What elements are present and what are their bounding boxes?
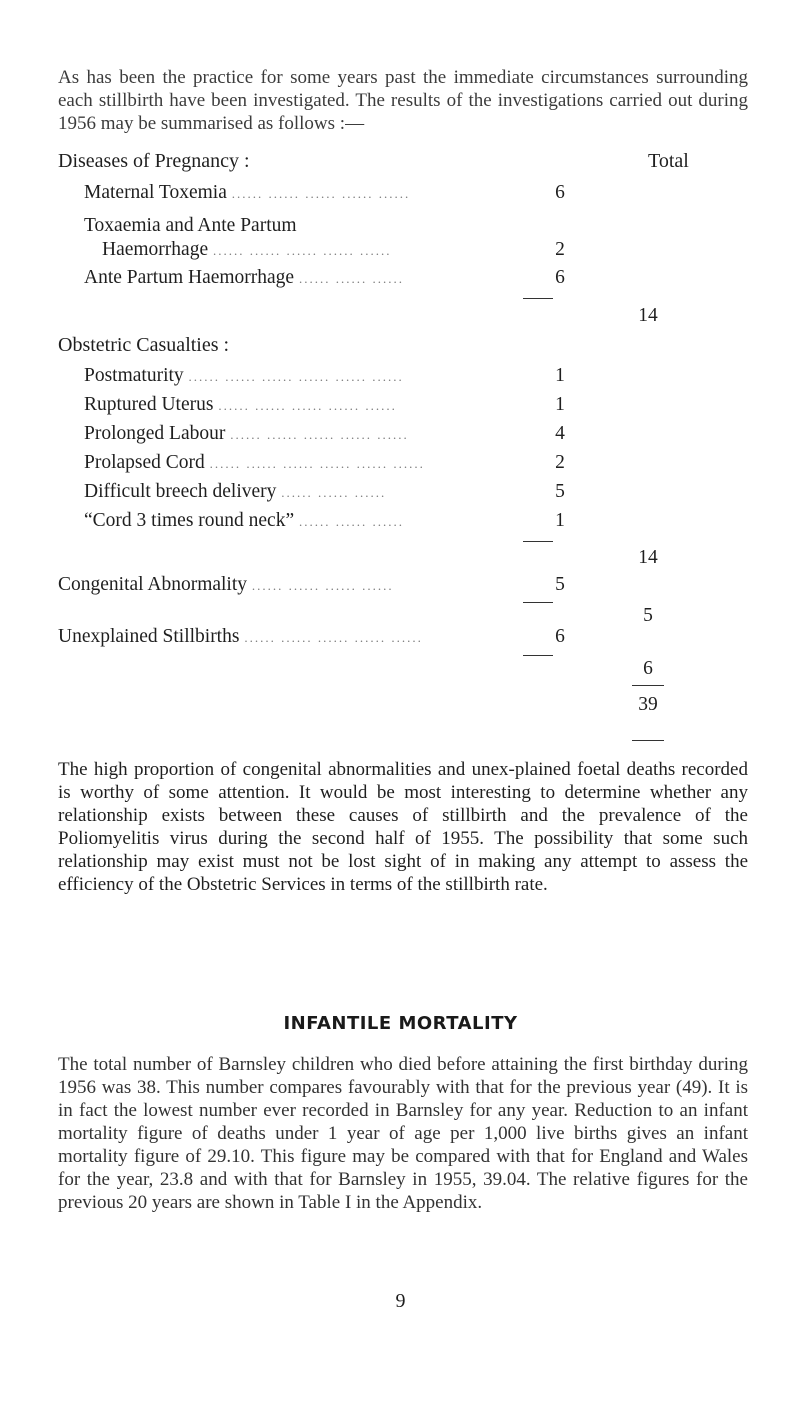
row-label: Ruptured Uterus <box>84 394 214 415</box>
row-label: “Cord 3 times round neck” <box>84 510 295 531</box>
row-label: Congenital Abnormality <box>58 574 248 595</box>
row-label: Ante Partum Haemorrhage <box>84 267 295 288</box>
row-label-continued: Haemorrhage <box>102 239 209 260</box>
subtotal-rule <box>523 655 553 656</box>
section-heading: INFANTILE MORTALITY <box>283 1013 518 1034</box>
row-value: 6 <box>555 182 565 203</box>
subtotal-rule <box>523 298 553 299</box>
row-value: 1 <box>555 365 565 386</box>
subtotal-rule <box>523 541 553 542</box>
row-value: 5 <box>555 574 565 595</box>
unexplained-total: 6 <box>643 658 653 679</box>
row-label: Unexplained Stillbirths <box>58 626 240 647</box>
intro-paragraph: As has been the practice for some years past the immediate circumstances surrounding each stillbirth have been investigated. The results of the investigations carried out during 1956 may be summarised as follows :— <box>58 67 748 134</box>
subtotal-rule <box>523 602 553 603</box>
diseases-heading: Diseases of Pregnancy : <box>58 150 250 172</box>
row-value: 4 <box>555 423 565 444</box>
row-label: Postmaturity <box>84 365 184 386</box>
page-number: 9 <box>395 1290 406 1312</box>
row-label: Prolapsed Cord <box>84 452 205 473</box>
total-column-header: Total <box>648 150 689 172</box>
grand-total: 39 <box>638 694 658 715</box>
row-label: Difficult breech delivery <box>84 481 277 502</box>
row-label: Prolonged Labour <box>84 423 226 444</box>
infant-mortality-paragraph: The total number of Barnsley children who died before attaining the first birthday during 1956 was 38. This number compares favourably with that for the previous year (49). It is in fact the lowest number ever recorded in Barnsley for any year. Reduction to an infant mortality figure of deaths under 1 year of age per 1,000 live births gives an infant mortality figure of 29.10. This figure may be compared with that for England and Wales for the year, 23.8 and with that for Barnsley in 1955, 39.04. The relative figures for the previous 20 years are shown in Table I in the Appendix. <box>58 1054 748 1213</box>
row-value: 2 <box>555 239 565 260</box>
document-page: As has been the practice for some years past the immediate circumstances surrounding each stillbirth have been investigated. The results of the investigations carried out during 1956 may be summarised as follows :— Total Diseases of Pregnancy : Maternal Toxemia ...... ...... ...... ...... ...... 6 Toxaemia and Ante Partum Haemorrhage ...... ...... ...... ...... ...... 2 Ante Partum Haemorrhage ...... ...... ...... 6 14 Obstetric Casualties : Postmaturity ...... ...... ...... ...... ...... ...... 1 Ruptured Uterus ...... ...... ...... ...... ...... 1 Prolonged Labour ...... ...... ...... ...... ...... 4 Prolapsed Cord ...... ...... ...... ...... ...... ...... 2 Difficult breech delivery ...... ...... ...... 5 “Cord 3 times round neck” ...... ...... ...... 1 14 Congenital Abnormality ...... ...... ...... ...... 5 5 Unexplained Stillbirths ...... ...... ...... ...... ...... 6 6 39 The high proportion of congenital abnormalities and unex-plained foetal deaths recorded is worthy of some attention. It would be most interesting to determine whether any relationship exists between these causes of stillbirth and the prevalence of the Poliomyelitis virus during the second half of 1955. The possibility that some such relationship may exist must not be lost sight of in making any attempt to assess the efficiency of the Obstetric Services in terms of the stillbirth rate. INFANTILE MORTALITY The total number of Barnsley children who died before attaining the first birthday during 1956 was 38. This number compares favourably with that for the previous year (49). It is in fact the lowest number ever recorded in Barnsley for any year. Reduction to an infant mortality figure of deaths under 1 year of age per 1,000 live births gives an infant mortality figure of 29.10. This figure may be compared with that for England and Wales for the year, 23.8 and with that for Barnsley in 1955, 39.04. The relative figures for the previous 20 years are shown in Table I in the Appendix. 9 <box>0 0 801 1427</box>
row-value: 2 <box>555 452 565 473</box>
diseases-total: 14 <box>638 305 658 326</box>
obstetric-heading: Obstetric Casualties : <box>58 334 230 356</box>
row-value: 5 <box>555 481 565 502</box>
row-value: 6 <box>555 267 565 288</box>
grand-total-underline <box>632 740 664 741</box>
obstetric-total: 14 <box>638 547 658 568</box>
grand-total-rule <box>632 685 664 686</box>
row-label: Toxaemia and Ante Partum <box>84 215 297 236</box>
row-value: 1 <box>555 510 565 531</box>
row-value: 1 <box>555 394 565 415</box>
congenital-total: 5 <box>643 605 653 626</box>
discussion-paragraph: The high proportion of congenital abnormalities and unex-plained foetal deaths recorded is worthy of some attention. It would be most interesting to determine whether any relationship exists between these causes of stillbirth and the prevalence of the Poliomyelitis virus during the second half of 1955. The possibility that some such relationship may exist must not be lost sight of in making any attempt to assess the efficiency of the Obstetric Services in terms of the stillbirth rate. <box>58 759 748 895</box>
row-label: Maternal Toxemia <box>84 182 227 203</box>
row-value: 6 <box>555 626 565 647</box>
